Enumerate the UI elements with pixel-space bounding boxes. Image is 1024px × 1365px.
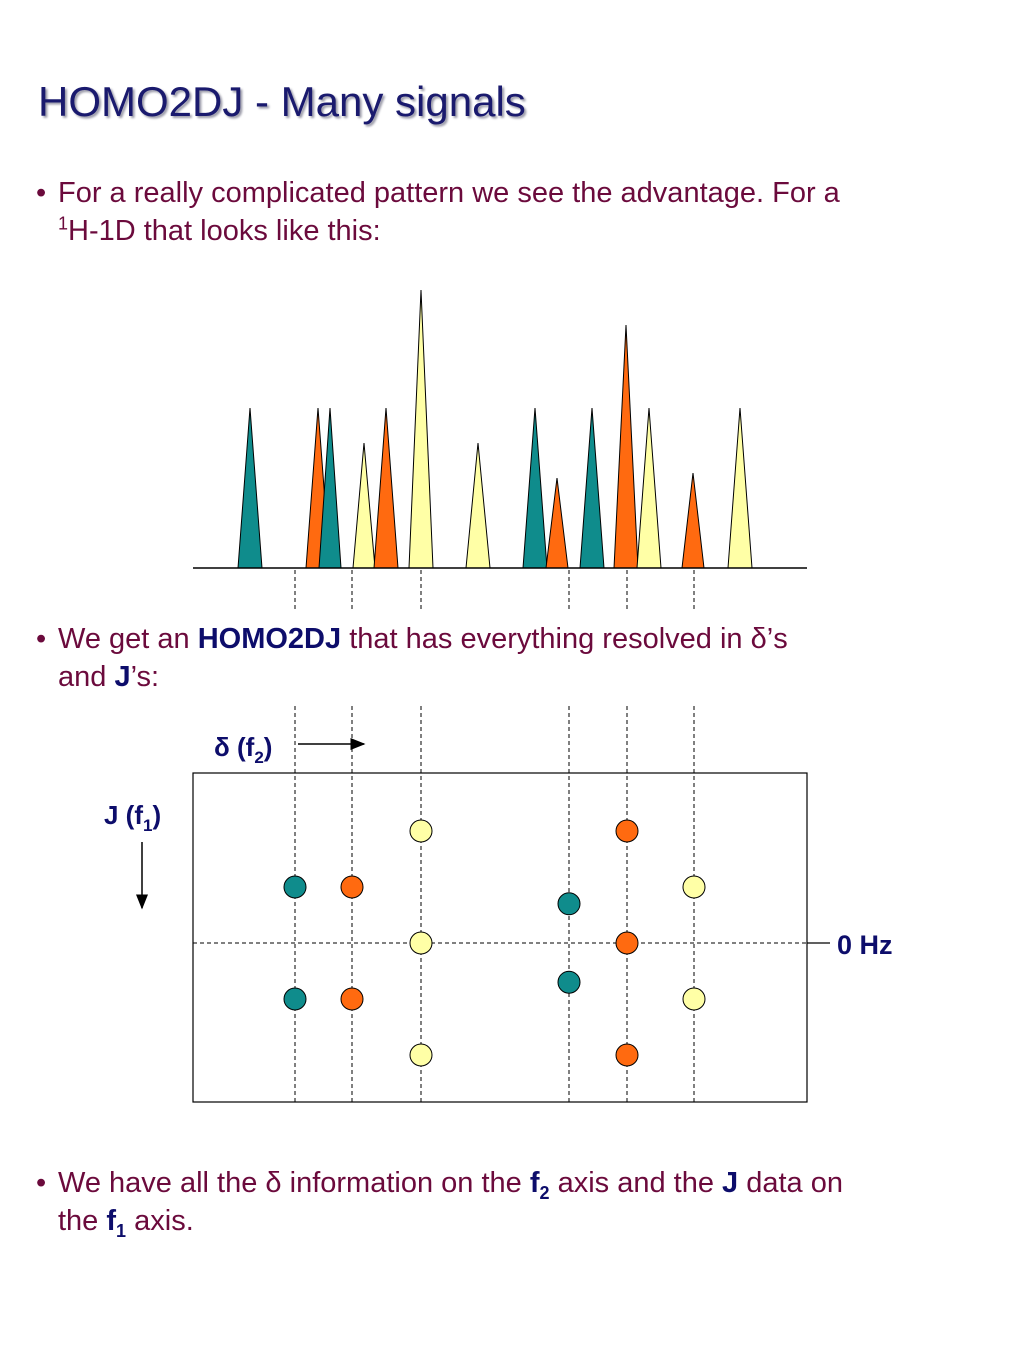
multiplet-dot-teal: [284, 988, 306, 1010]
spectrum-peak-yellow: [409, 290, 433, 568]
text-segment: the: [58, 1205, 107, 1237]
spectrum-peak-yellow: [728, 408, 752, 568]
text-segment: We get an: [58, 623, 198, 655]
page-title: HOMO2DJ - Many signals: [38, 78, 526, 125]
delta-f2-label: [214, 732, 272, 767]
f1-label-open: J (f: [104, 800, 143, 830]
f2-label-open: (f: [229, 732, 255, 762]
text-segment: axis and the: [549, 1167, 723, 1199]
bullet-marker: •: [36, 623, 47, 655]
multiplet-dot-yellow: [410, 932, 432, 954]
multiplet-dot-orange: [616, 1044, 638, 1066]
f1-label-close: ): [152, 800, 162, 830]
bullet-1-line-2: H-1D that looks like this:: [68, 215, 381, 247]
spectrum-peak-orange: [546, 478, 568, 568]
multiplet-dot-yellow: [683, 988, 705, 1010]
spectrum-peak-teal: [523, 408, 547, 568]
text-segment: ’s:: [130, 661, 160, 693]
bold-f: f: [106, 1205, 117, 1237]
text-segment: We have all the: [58, 1167, 266, 1199]
text-segment: axis.: [126, 1205, 194, 1237]
spectrum-peak-yellow: [466, 443, 490, 568]
multiplet-dot-orange: [616, 820, 638, 842]
text-segment: data on: [738, 1167, 843, 1199]
spectrum-peak-orange: [682, 473, 704, 568]
multiplet-dot-orange: [341, 988, 363, 1010]
spectrum-peak-yellow: [353, 443, 375, 568]
multiplet-dot-yellow: [410, 1044, 432, 1066]
alignment-guides-top: [295, 570, 694, 610]
text-segment: and: [58, 661, 115, 693]
text-segment: that has everything resolved in: [341, 623, 751, 655]
subscript-2: 2: [539, 1182, 550, 1203]
f2-subscript: 2: [254, 748, 264, 767]
bold-j: J: [722, 1167, 739, 1199]
bullet-marker: •: [36, 1167, 47, 1199]
f1-subscript: 1: [143, 816, 153, 835]
spectrum-peak-teal: [580, 408, 604, 568]
multiplet-dot-teal: [558, 971, 580, 993]
text-segment: ’s: [766, 623, 788, 655]
delta-symbol: δ: [214, 732, 230, 762]
zero-hz-label: 0 Hz: [837, 930, 893, 960]
f2-label-close: ): [263, 732, 273, 762]
multiplet-dot-orange: [616, 932, 638, 954]
bold-homo2dj: HOMO2DJ: [197, 623, 342, 655]
spectrum-peak-orange: [614, 325, 638, 568]
bullet-1-line-1: For a really complicated pattern we see the advantage. For a: [58, 177, 840, 209]
subscript-1: 1: [116, 1220, 127, 1241]
spectrum-peak-yellow: [637, 408, 661, 568]
bold-j: J: [114, 661, 131, 693]
multiplet-dot-yellow: [410, 820, 432, 842]
multiplet-dot-teal: [558, 893, 580, 915]
multiplet-dot-orange: [341, 876, 363, 898]
spectrum-peak-orange: [374, 408, 398, 568]
homo2dj-plot-frame: [193, 773, 807, 1102]
alignment-guides-bottom: [295, 706, 694, 1102]
delta-symbol: δ: [750, 623, 767, 655]
bold-f: f: [529, 1167, 540, 1199]
j-f1-label: [104, 800, 161, 835]
spectrum-peak-teal: [238, 408, 262, 568]
multiplet-dot-yellow: [683, 876, 705, 898]
spectrum-peaks: [238, 290, 752, 568]
bullet-marker: •: [36, 177, 47, 209]
delta-symbol: δ: [265, 1167, 282, 1199]
superscript-1: 1: [58, 213, 69, 234]
text-segment: information on the: [281, 1167, 530, 1199]
multiplet-dot-teal: [284, 876, 306, 898]
